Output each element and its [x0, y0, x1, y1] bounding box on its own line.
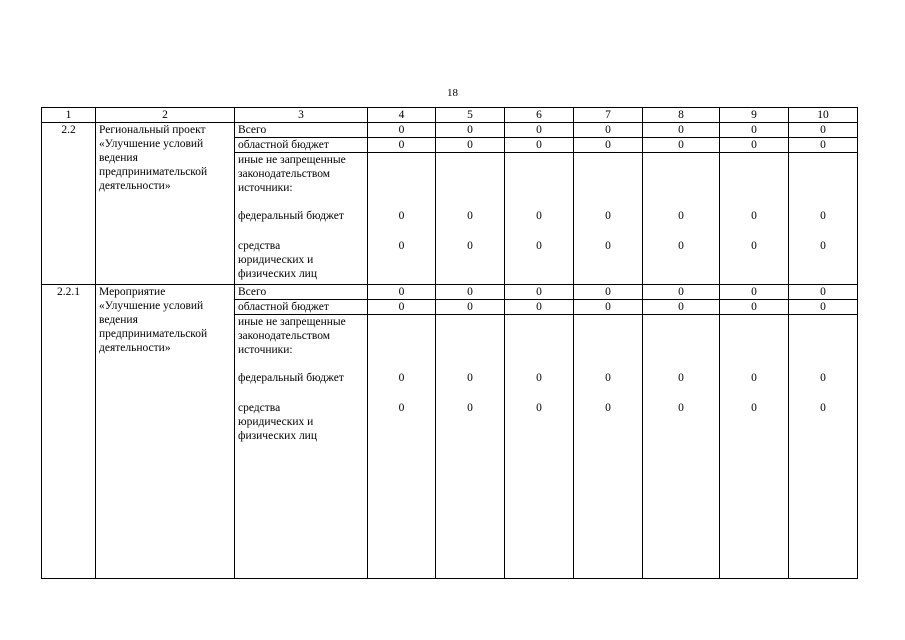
- total-value: 0: [436, 285, 505, 300]
- regional-value: 0: [505, 138, 574, 153]
- item-code: 2.2: [42, 123, 96, 285]
- federal-value: 0: [751, 210, 757, 222]
- source-other-block: [235, 315, 368, 579]
- col-header: 7: [574, 108, 643, 123]
- federal-value: 0: [751, 372, 757, 384]
- legal-value: 0: [467, 402, 473, 414]
- other-values-cell: [574, 315, 643, 579]
- other-values-cell: [643, 315, 720, 579]
- other-values-cell: [505, 153, 574, 285]
- source-federal-label: федеральный бюджет: [238, 210, 344, 222]
- regional-value: 0: [436, 300, 505, 315]
- source-legal-line: средства: [238, 240, 281, 252]
- source-regional-label: областной бюджет: [235, 300, 368, 315]
- item-code: 2.2.1: [42, 285, 96, 579]
- source-other-block: [235, 153, 368, 285]
- federal-value: 0: [467, 372, 473, 384]
- item-name: [96, 123, 235, 285]
- other-values-cell: [720, 315, 789, 579]
- other-values-cell: [789, 153, 858, 285]
- regional-value: 0: [368, 300, 436, 315]
- legal-value: 0: [605, 240, 611, 252]
- federal-value: 0: [678, 210, 684, 222]
- other-values-cell: [436, 153, 505, 285]
- col-header: 3: [235, 108, 368, 123]
- total-value: 0: [789, 285, 858, 300]
- source-other-line: источники:: [238, 182, 293, 194]
- total-value: 0: [574, 123, 643, 138]
- other-values-cell: [574, 153, 643, 285]
- federal-value: 0: [398, 210, 405, 222]
- total-value: 0: [505, 123, 574, 138]
- other-values-cell: [505, 315, 574, 579]
- regional-value: 0: [643, 138, 720, 153]
- regional-value: 0: [789, 300, 858, 315]
- legal-value: 0: [751, 240, 757, 252]
- item-name-line: ведения: [99, 314, 138, 326]
- table-row: [42, 123, 858, 138]
- federal-value: 0: [678, 372, 684, 384]
- total-value: 0: [368, 123, 436, 138]
- item-name-line: предпринимательской: [99, 328, 208, 340]
- legal-value: 0: [678, 402, 684, 414]
- regional-value: 0: [505, 300, 574, 315]
- total-value: 0: [368, 285, 436, 300]
- federal-value: 0: [820, 210, 826, 222]
- regional-value: 0: [789, 138, 858, 153]
- legal-value: 0: [605, 402, 611, 414]
- federal-value: 0: [605, 210, 611, 222]
- regional-value: 0: [574, 300, 643, 315]
- regional-value: 0: [574, 138, 643, 153]
- regional-value: 0: [720, 138, 789, 153]
- total-value: 0: [789, 123, 858, 138]
- col-header: 8: [643, 108, 720, 123]
- col-header: 2: [96, 108, 235, 123]
- col-header: 6: [505, 108, 574, 123]
- source-legal-line: средства: [238, 402, 281, 414]
- source-legal-line: физических лиц: [238, 430, 317, 442]
- federal-value: 0: [605, 372, 611, 384]
- source-other-line: источники:: [238, 344, 293, 356]
- legal-value: 0: [398, 402, 405, 414]
- legal-value: 0: [536, 240, 542, 252]
- item-name-line: «Улучшение условий: [99, 300, 204, 312]
- federal-value: 0: [820, 372, 826, 384]
- legal-value: 0: [536, 402, 542, 414]
- source-total-label: Всего: [235, 285, 368, 300]
- col-header: 9: [720, 108, 789, 123]
- total-value: 0: [574, 285, 643, 300]
- other-values-cell: [368, 153, 436, 285]
- header-row: [42, 108, 858, 123]
- regional-value: 0: [436, 138, 505, 153]
- source-other-line: законодательством: [238, 330, 331, 342]
- item-name-line: деятельности»: [99, 180, 171, 192]
- other-values-cell: [720, 153, 789, 285]
- legal-value: 0: [398, 240, 405, 252]
- legal-value: 0: [820, 240, 826, 252]
- source-regional-label: областной бюджет: [235, 138, 368, 153]
- other-values-cell: [643, 153, 720, 285]
- regional-value: 0: [720, 300, 789, 315]
- source-legal-line: юридических и: [238, 416, 314, 428]
- source-legal-line: физических лиц: [238, 268, 317, 280]
- federal-value: 0: [467, 210, 473, 222]
- total-value: 0: [505, 285, 574, 300]
- total-value: 0: [643, 123, 720, 138]
- col-header: 1: [42, 108, 96, 123]
- table-row: [42, 285, 858, 300]
- federal-value: 0: [536, 372, 542, 384]
- federal-value: 0: [398, 372, 405, 384]
- total-value: 0: [643, 285, 720, 300]
- regional-value: 0: [643, 300, 720, 315]
- federal-value: 0: [536, 210, 542, 222]
- page-number: 18: [447, 87, 458, 99]
- col-header: 5: [436, 108, 505, 123]
- legal-value: 0: [751, 402, 757, 414]
- legal-value: 0: [820, 402, 826, 414]
- total-value: 0: [720, 285, 789, 300]
- source-other-line: законодательством: [238, 168, 331, 180]
- source-federal-label: федеральный бюджет: [238, 372, 344, 384]
- other-values-cell: [368, 315, 436, 579]
- item-name: [96, 285, 235, 579]
- source-other-line: иные не запрещенные: [238, 154, 346, 166]
- source-other-line: иные не запрещенные: [238, 316, 346, 328]
- other-values-cell: [436, 315, 505, 579]
- item-name-line: ведения: [99, 152, 138, 164]
- item-name-line: Мероприятие: [99, 286, 166, 298]
- col-header: 10: [789, 108, 858, 123]
- other-values-cell: [789, 315, 858, 579]
- legal-value: 0: [678, 240, 684, 252]
- budget-table: [41, 107, 858, 579]
- legal-value: 0: [467, 240, 473, 252]
- regional-value: 0: [368, 138, 436, 153]
- col-header: 4: [368, 108, 436, 123]
- total-value: 0: [436, 123, 505, 138]
- item-name-line: «Улучшение условий: [99, 138, 204, 150]
- source-total-label: Всего: [235, 123, 368, 138]
- item-name-line: предпринимательской: [99, 166, 208, 178]
- source-legal-line: юридических и: [238, 254, 314, 266]
- item-name-line: деятельности»: [99, 342, 171, 354]
- total-value: 0: [720, 123, 789, 138]
- item-name-line: Региональный проект: [99, 124, 206, 136]
